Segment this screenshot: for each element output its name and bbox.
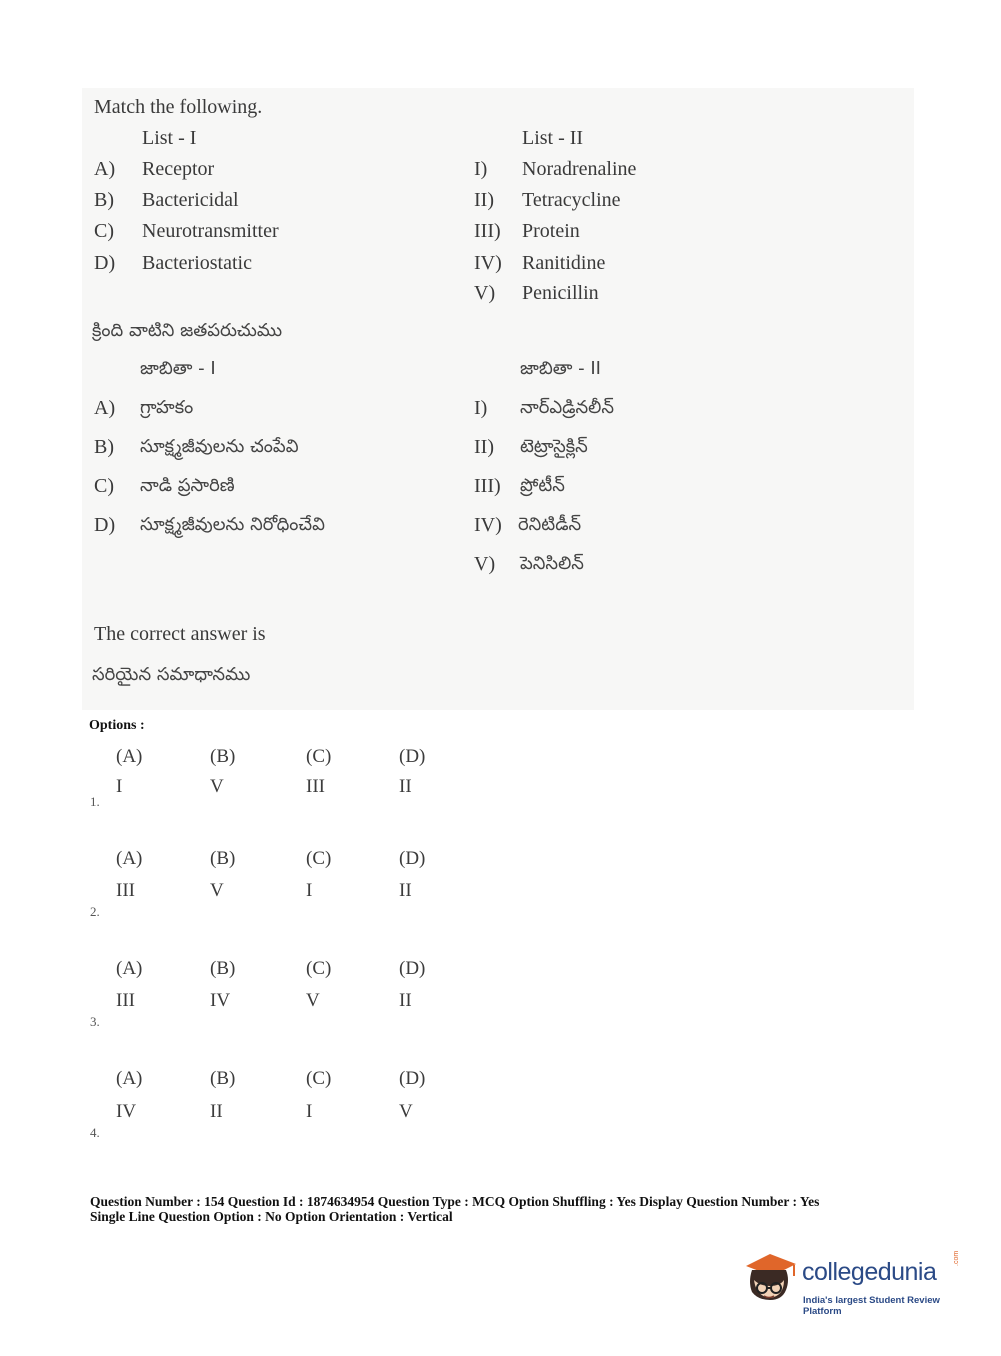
list2-header-telugu: జాబితా - II [520,358,601,379]
brand-name: collegedunia [802,1258,937,1286]
option-value: III [116,880,135,901]
option-header: (B) [210,746,236,767]
option-value: I [116,776,123,797]
option-value: I [306,1101,313,1122]
list2-key: I) [474,158,488,180]
list2-item: Tetracycline [522,189,621,211]
list1-item: Bacteriostatic [142,252,252,274]
brand-tagline: India's largest Student Review Platform [803,1295,940,1317]
list1-key: D) [94,252,116,274]
list1-key: B) [94,189,114,211]
list2-header: List - II [522,127,584,149]
list2-key: V) [474,553,496,575]
list2-item-telugu: నార్ఎడ్రినలీన్ [520,397,614,418]
list2-item: Penicillin [522,282,599,304]
option-value: II [399,776,412,797]
list2-item-telugu: రెనిటిడీన్ [518,514,582,535]
option-value: V [399,1101,413,1122]
collegedunia-logo[interactable] [740,1248,970,1320]
option-value: II [210,1101,223,1122]
option-header: (B) [210,848,236,869]
list1-key: B) [94,436,114,458]
option-value: II [399,880,412,901]
list1-header: List - I [142,127,197,149]
question-metadata-line2: Single Line Question Option : No Option Orientation : Vertical [90,1209,453,1224]
list1-key: C) [94,475,114,497]
option-value: III [116,990,135,1011]
list1-item: Bactericidal [142,189,239,211]
option-header: (A) [116,1068,143,1089]
option-value: IV [210,990,231,1011]
list1-key: C) [94,220,114,242]
instruction-english: Match the following. [94,96,263,118]
option-header: (B) [210,958,236,979]
option-header: (A) [116,848,143,869]
list2-key: I) [474,397,488,419]
option-header: (B) [210,1068,236,1089]
list1-item: Receptor [142,158,215,180]
option-header: (D) [399,1068,426,1089]
list1-header-telugu: జాబితా - I [140,358,216,379]
list2-item: Ranitidine [522,252,606,274]
mascot-icon [740,1250,802,1314]
list2-key: III) [474,220,501,242]
instruction-telugu: క్రింది వాటిని జతపరుచుము [92,320,283,341]
option-value: IV [116,1101,137,1122]
question-metadata-line1: Question Number : 154 Question Id : 1874634954 Question Type : MCQ Option Shuffling : Yes Display Question Number : Yes [90,1194,820,1209]
list2-key: II) [474,436,494,458]
list2-item: Noradrenaline [522,158,637,180]
option-number: 4. [90,1125,100,1140]
option-value: V [210,880,224,901]
answer-prompt-english: The correct answer is [94,623,266,645]
option-header: (D) [399,958,426,979]
list2-item-telugu: పెనిసిలిన్ [520,553,584,574]
list1-key: A) [94,158,116,180]
list2-key: IV) [474,252,502,274]
list2-key: II) [474,189,494,211]
list2-key: IV) [474,514,502,536]
option-3[interactable] [88,958,488,1054]
option-header: (C) [306,848,332,869]
option-number: 1. [90,794,100,809]
list2-item-telugu: ప్రోటీన్ [520,475,565,496]
list1-item-telugu: గ్రాహకం [140,397,194,418]
option-header: (D) [399,746,426,767]
list2-item-telugu: టెట్రాసైక్లిన్ [520,436,588,457]
list1-item-telugu: సూక్ష్మజీవులను చంపేవి [140,436,299,457]
option-number: 2. [90,904,100,919]
option-1[interactable] [88,746,488,842]
option-header: (A) [116,958,143,979]
option-value: I [306,880,313,901]
option-2[interactable] [88,848,488,944]
list1-item: Neurotransmitter [142,220,279,242]
question-image [82,88,914,710]
option-number: 3. [90,1014,100,1029]
brand-suffix: .com [953,1250,960,1266]
option-header: (A) [116,746,143,767]
option-header: (C) [306,746,332,767]
list1-item-telugu: సూక్ష్మజీవులను నిరోధించేవి [140,514,325,535]
option-value: V [306,990,320,1011]
list1-item-telugu: నాడి ప్రసారిణి [140,475,235,496]
option-header: (C) [306,958,332,979]
option-header: (D) [399,848,426,869]
list1-key: A) [94,397,116,419]
option-header: (C) [306,1068,332,1089]
option-value: III [306,776,325,797]
answer-prompt-telugu: సరియైన సమాధానము [92,664,251,685]
list1-key: D) [94,514,116,536]
option-value: II [399,990,412,1011]
list2-item: Protein [522,220,580,242]
list2-key: III) [474,475,501,497]
option-value: V [210,776,224,797]
options-label: Options : [89,718,145,733]
list2-key: V) [474,282,496,304]
option-4[interactable] [88,1068,488,1164]
